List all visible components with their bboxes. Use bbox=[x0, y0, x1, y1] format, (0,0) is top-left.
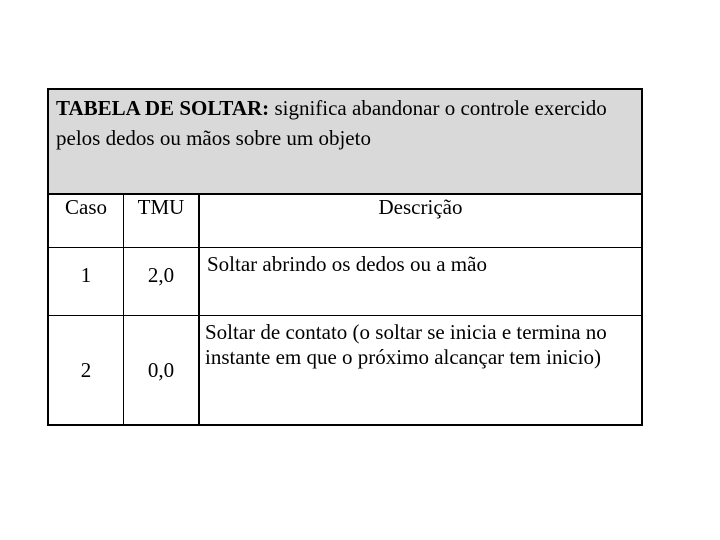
cell-caso: 1 bbox=[49, 248, 124, 316]
cell-descricao: Soltar abrindo os dedos ou a mão bbox=[207, 252, 487, 276]
table-title-band bbox=[49, 90, 641, 195]
release-table bbox=[47, 88, 643, 426]
cell-descricao: Soltar de contato (o soltar se inicia e termina no instante em que o próximo alcançar tem inicio) bbox=[205, 320, 607, 369]
cell-tmu: 0,0 bbox=[124, 316, 200, 425]
table-row bbox=[49, 248, 641, 316]
cell-tmu: 2,0 bbox=[124, 248, 200, 316]
table-row bbox=[49, 316, 641, 425]
release-grid bbox=[49, 195, 641, 424]
cell-caso: 2 bbox=[49, 316, 124, 425]
table-title-description: significa abandonar o controle exercido pelos dedos ou mãos sobre um objeto bbox=[56, 96, 607, 150]
column-header-row bbox=[49, 195, 641, 248]
table-title-bold: TABELA DE SOLTAR: bbox=[56, 96, 270, 120]
column-header-descricao: Descrição bbox=[378, 195, 463, 219]
column-header-caso: Caso bbox=[49, 195, 124, 248]
column-header-tmu: TMU bbox=[124, 195, 200, 248]
